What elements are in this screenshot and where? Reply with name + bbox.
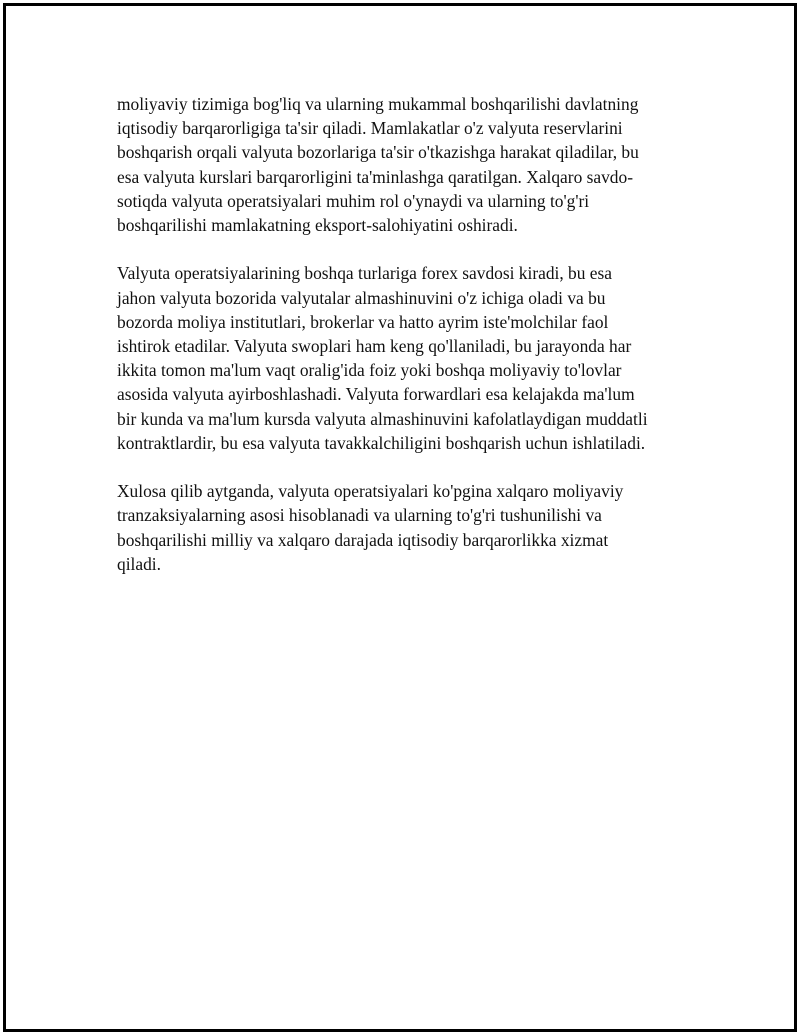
text-line: ikkita tomon ma'lum vaqt oralig'ida foiz yoki boshqa moliyaviy to'lovlar: [117, 360, 622, 381]
text-line: esa valyuta kurslari barqarorligini ta'minlashga qaratilgan. Xalqaro savdo-: [117, 166, 633, 187]
text-line: kontraktlardir, bu esa valyuta tavakkalchiligini boshqarish uchun ishlatiladi.: [117, 432, 646, 453]
text-line: moliyaviy tizimiga bog'liq va ularning mukammal boshqarilishi davlatning: [117, 94, 639, 114]
paragraph-3: [117, 479, 697, 576]
text-line: boshqarilishi milliy va xalqaro darajada iqtisodiy barqarorlikka xizmat: [117, 529, 609, 550]
text-line: bozorda moliya institutlari, brokerlar va hatto ayrim iste'molchilar faol: [117, 311, 609, 332]
text-line: qiladi.: [117, 553, 161, 574]
text-line: Valyuta operatsiyalarining boshqa turlariga forex savdosi kiradi, bu esa: [117, 263, 613, 284]
text-line: Xulosa qilib aytganda, valyuta operatsiyalari ko'pgina xalqaro moliyaviy: [117, 481, 624, 502]
text-line: sotiqda valyuta operatsiyalari muhim rol o'ynaydi va ularning to'g'ri: [117, 190, 590, 211]
paragraph-2: [117, 261, 697, 455]
text-line: asosida valyuta ayirboshlashadi. Valyuta forwardlari esa kelajakda ma'lum: [117, 384, 635, 405]
paragraph-1: [117, 92, 697, 237]
text-line: boshqarilishi mamlakatning eksport-salohiyatini oshiradi.: [117, 215, 518, 236]
text-line: iqtisodiy barqarorligiga ta'sir qiladi. Mamlakatlar o'z valyuta reservlarini: [117, 118, 623, 139]
text-line: tranzaksiyalarning asosi hisoblanadi va ularning to'g'ri tushunilishi va: [117, 505, 602, 526]
text-line: bir kunda va ma'lum kursda valyuta almashinuvini kafolatlaydigan muddatli: [117, 408, 648, 429]
text-line: boshqarish orqali valyuta bozorlariga ta'sir o'tkazishga harakat qiladilar, bu: [117, 142, 639, 163]
text-line: ishtirok etadilar. Valyuta swoplari ham keng qo'llaniladi, bu jarayonda har: [117, 336, 632, 357]
text-line: jahon valyuta bozorida valyutalar almashinuvini o'z ichiga oladi va bu: [117, 287, 606, 308]
document-body: [117, 92, 697, 600]
